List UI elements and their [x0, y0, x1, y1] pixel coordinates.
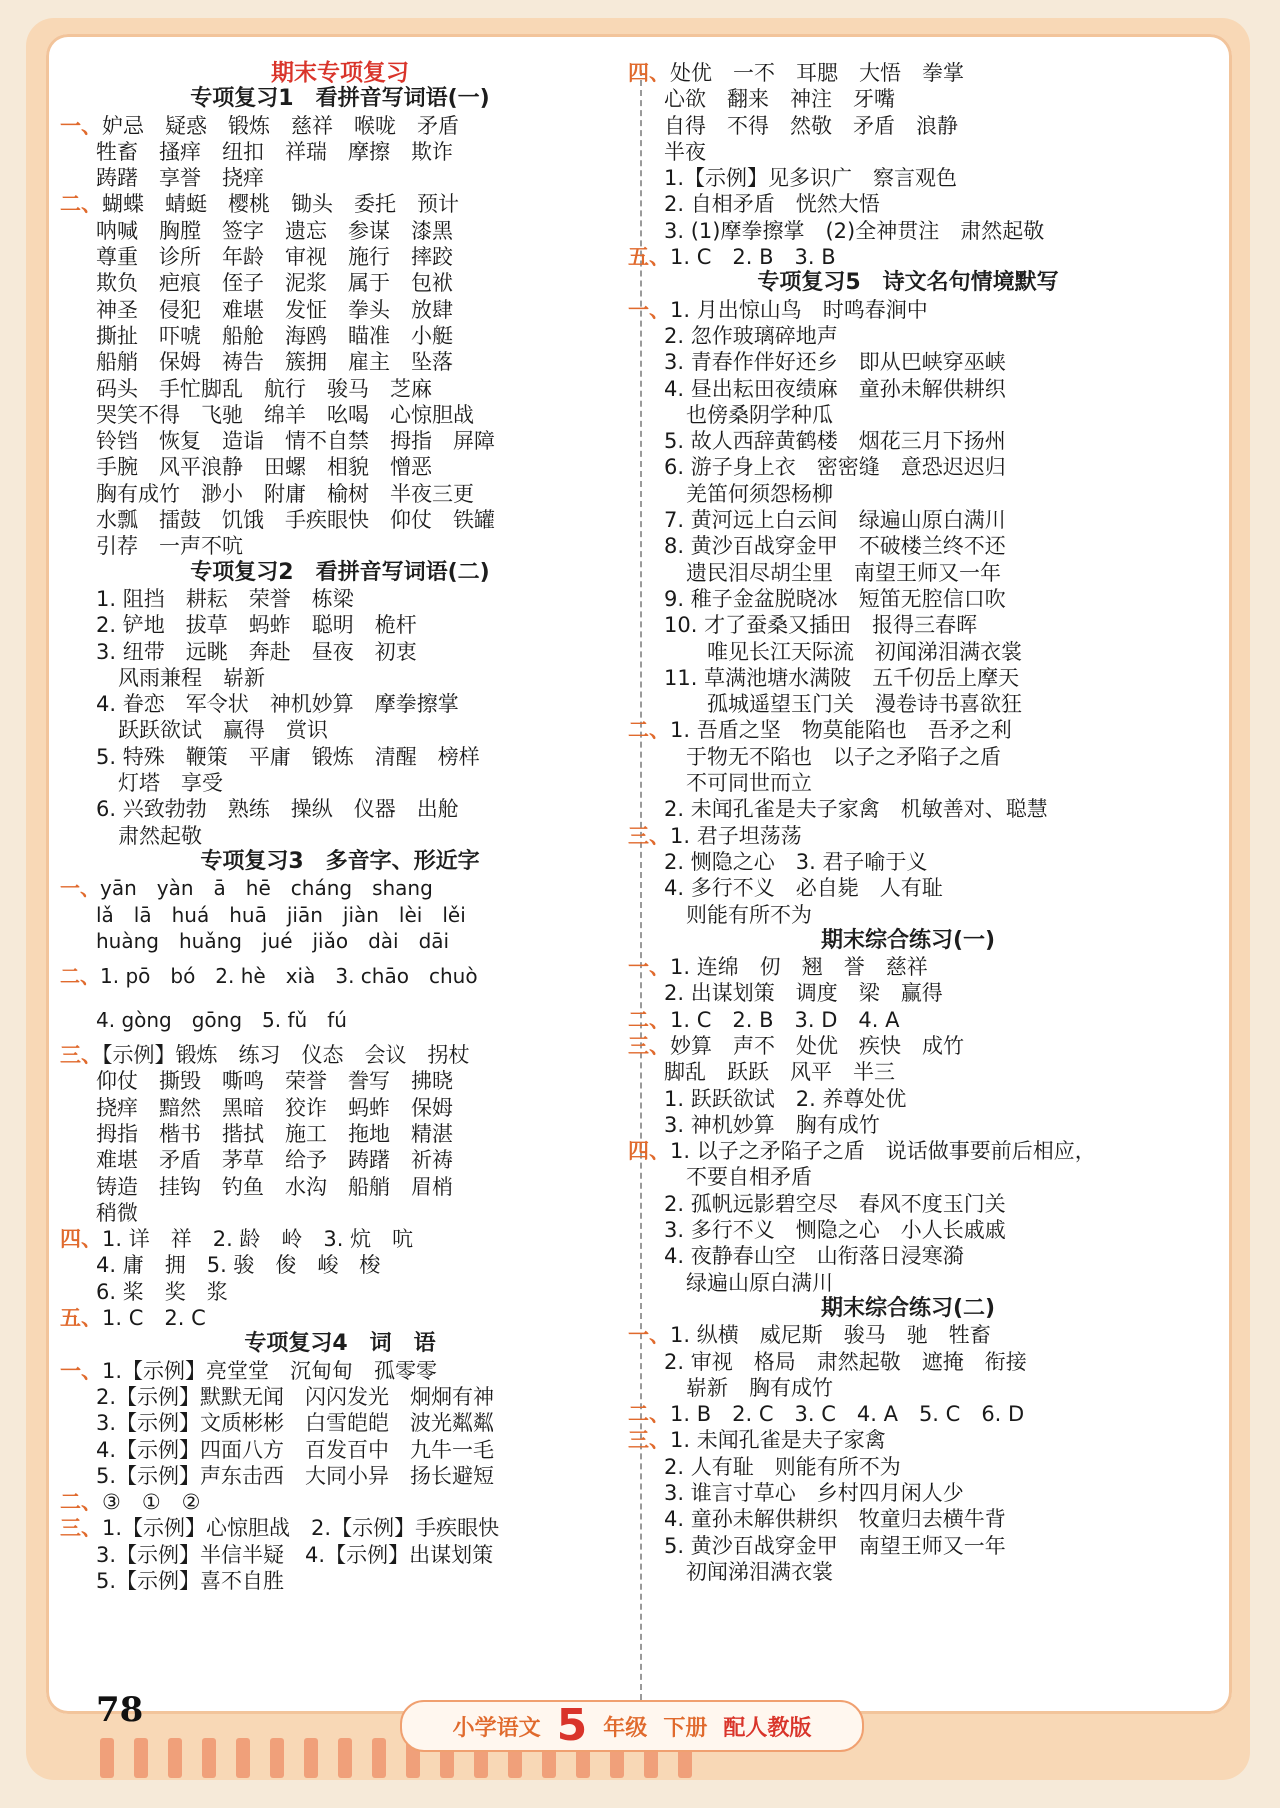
answer-line	[628, 1454, 1188, 1480]
answer-text: 也傍桑阴学种瓜	[686, 402, 833, 427]
answer-text: 1. 详 祥 2. 龄 岭 3. 炕 吭	[102, 1227, 414, 1252]
answer-text: 手腕 风平浪静 田螺 相貌 憎恶	[96, 455, 432, 480]
answer-line	[628, 323, 1188, 349]
answer-text: 2. 忽作玻璃碎地声	[664, 323, 838, 348]
answer-text: 码头 手忙脚乱 航行 骏马 芝麻	[96, 376, 432, 401]
answer-line	[60, 139, 620, 165]
answer-line	[60, 165, 620, 191]
answer-text: 神圣 侵犯 难堪 发怔 拳头 放肆	[96, 297, 453, 322]
answer-text: 羌笛何须怨杨柳	[686, 481, 833, 506]
answer-line	[60, 1542, 620, 1568]
page-number: 78	[96, 1690, 144, 1730]
edition-label: 配人教版	[723, 1715, 812, 1741]
answer-text: 3. 谁言寸草心 乡村四月闲人少	[664, 1481, 964, 1506]
answer-text: 4. 多行不义 必自毙 人有耻	[664, 876, 943, 901]
question-marker: 一、	[60, 113, 102, 138]
question-marker: 二、	[628, 718, 670, 743]
answer-line	[60, 113, 620, 139]
answer-line	[60, 533, 620, 559]
answer-line	[628, 244, 1188, 270]
answer-line	[628, 612, 1188, 638]
answer-line	[60, 744, 620, 770]
answer-text: 7. 黄河远上白云间 绿遍山原白满川	[664, 508, 1006, 533]
practice-1-list	[628, 954, 1188, 1296]
answer-line	[60, 270, 620, 296]
answer-text: 半夜	[664, 139, 706, 164]
answer-line	[60, 1384, 620, 1410]
answer-line	[60, 902, 620, 928]
answer-line	[628, 191, 1188, 217]
answer-line	[628, 1059, 1188, 1085]
question-marker: 三、	[628, 1033, 670, 1058]
decor-bar	[168, 1738, 182, 1778]
question-marker: 四、	[628, 61, 670, 85]
answer-line	[60, 481, 620, 507]
answer-text: 4. 庸 拥 5. 骏 俊 峻 梭	[96, 1253, 381, 1278]
question-marker: 二、	[60, 1490, 102, 1515]
section-title-2: 专项复习2 看拼音写词语(二)	[190, 559, 490, 585]
answer-text: 2. 铲地 拔草 蚂蚱 聪明 桅杆	[96, 613, 417, 638]
answer-line	[60, 297, 620, 323]
answer-text: yān yàn ā hē cháng shang	[100, 876, 433, 901]
left-column	[60, 60, 620, 1778]
answer-line	[60, 612, 620, 638]
answer-text: 1. C 2. B 3. B	[670, 245, 836, 270]
answer-line	[628, 533, 1188, 559]
section-title-4: 专项复习4 词 语	[244, 1331, 436, 1357]
answer-text: 撕扯 吓唬 船舱 海鸥 瞄准 小艇	[96, 323, 453, 348]
answer-line	[60, 1279, 620, 1305]
answer-text: 【示例】锻炼 练习 仪态 会议 拐杖	[102, 1043, 470, 1068]
answer-text: 牲畜 搔痒 纽扣 祥瑞 摩擦 欺诈	[96, 139, 453, 164]
answer-line	[628, 376, 1188, 402]
answer-line	[628, 1138, 1188, 1164]
answer-text: 6. 游子身上衣 密密缝 意恐迟迟归	[664, 455, 1006, 480]
answer-line	[628, 165, 1188, 191]
answer-text: 4. 童孙未解供耕织 牧童归去横牛背	[664, 1507, 1006, 1532]
answer-line	[628, 796, 1188, 822]
answer-line	[628, 770, 1188, 796]
answer-line	[628, 139, 1188, 165]
answer-line	[628, 507, 1188, 533]
answer-line	[628, 402, 1188, 428]
answer-line	[60, 1568, 620, 1594]
answer-text: 2. 未闻孔雀是夫子家禽 机敏善对、聪慧	[664, 797, 1048, 822]
answer-line	[60, 1042, 620, 1068]
answer-text: 欺负 疤痕 侄子 泥浆 属于 包袱	[96, 271, 453, 296]
question-marker: 二、	[60, 192, 102, 217]
question-marker: 二、	[60, 964, 100, 989]
section-2-list	[60, 586, 620, 849]
answer-text: 3.【示例】文质彬彬 白雪皑皑 波光粼粼	[96, 1411, 495, 1436]
answer-line	[628, 60, 1188, 86]
section-title-5: 专项复习5 诗文名句情境默写	[757, 270, 1059, 296]
answer-line	[60, 1463, 620, 1489]
answer-line	[60, 1174, 620, 1200]
answer-text: 4. 眷恋 军令状 神机妙算 摩拳擦掌	[96, 692, 459, 717]
answer-line	[60, 1226, 620, 1252]
answer-line	[628, 481, 1188, 507]
answer-line	[60, 376, 620, 402]
answer-text: 8. 黄沙百战穿金甲 不破楼兰终不还	[664, 534, 1006, 559]
question-marker: 一、	[60, 876, 100, 901]
answer-line	[60, 1489, 620, 1515]
answer-text: 3. 神机妙算 胸有成竹	[664, 1112, 880, 1137]
answer-text: 2. 恻隐之心 3. 君子喻于义	[664, 849, 928, 874]
answer-text: 1. C 2. C	[102, 1306, 206, 1331]
question-marker: 一、	[628, 955, 670, 980]
answer-line	[628, 717, 1188, 743]
answer-text: 心欲 翻来 神注 牙嘴	[664, 87, 895, 112]
answer-line	[628, 1375, 1188, 1401]
answer-line	[60, 1068, 620, 1094]
answer-line	[628, 1164, 1188, 1190]
answer-text: 1. pō bó 2. hè xià 3. chāo chuò	[100, 964, 478, 989]
answer-line	[60, 998, 620, 1042]
answer-line	[628, 849, 1188, 875]
volume-label: 下册	[663, 1715, 708, 1741]
answer-line	[628, 902, 1188, 928]
book-info-badge	[400, 1700, 864, 1752]
answer-text: ③ ① ②	[102, 1490, 201, 1515]
answer-text: 难堪 矛盾 茅草 给予 踌躇 祈祷	[96, 1148, 453, 1173]
answer-text: 铸造 挂钩 钓鱼 水沟 船艄 眉梢	[96, 1174, 453, 1199]
answer-line	[60, 928, 620, 954]
section-3-pinyin-list	[60, 875, 620, 1042]
answer-text: 5.【示例】声东击西 大同小异 扬长避短	[96, 1463, 495, 1488]
answer-text: 不可同世而立	[686, 771, 812, 796]
answer-line	[628, 1349, 1188, 1375]
answer-line	[60, 454, 620, 480]
question-marker: 一、	[628, 297, 670, 322]
answer-text: 崭新 胸有成竹	[686, 1375, 833, 1400]
answer-line	[628, 218, 1188, 244]
answer-line	[60, 191, 620, 217]
answer-text: 踌躇 享誉 挠痒	[96, 166, 264, 191]
decor-bar	[372, 1738, 386, 1778]
answer-line	[60, 1358, 620, 1384]
answer-line	[628, 954, 1188, 980]
answer-text: 5. 黄沙百战穿金甲 南望王师又一年	[664, 1533, 1006, 1558]
answer-text: 呐喊 胸膛 签字 遗忘 参谋 漆黑	[96, 218, 453, 243]
answer-line	[628, 1033, 1188, 1059]
decor-bar	[270, 1738, 284, 1778]
answer-text: 处优 一不 耳腮 大悟 拳掌	[670, 61, 964, 85]
grade-label: 年级	[603, 1715, 648, 1741]
decor-bar	[100, 1738, 114, 1778]
answer-line	[628, 1007, 1188, 1033]
answer-line	[628, 1243, 1188, 1269]
answer-text: 4. gòng gōng 5. fǔ fú	[96, 1008, 347, 1033]
answer-line	[60, 1147, 620, 1173]
answer-line	[628, 1427, 1188, 1453]
answer-text: 尊重 诊所 年龄 审视 施行 摔跤	[96, 245, 453, 270]
answer-text: 1. 君子坦荡荡	[670, 823, 802, 848]
answer-text: 2. 自相矛盾 恍然大悟	[664, 192, 880, 217]
answer-text: 1. 纵横 威尼斯 骏马 驰 牲畜	[670, 1323, 991, 1348]
answer-text: 4.【示例】四面八方 百发百中 九牛一毛	[96, 1437, 495, 1462]
answer-text: 9. 稚子金盆脱晓冰 短笛无腔信口吹	[664, 586, 1006, 611]
answer-text: 5. 特殊 鞭策 平庸 锻炼 清醒 榜样	[96, 744, 480, 769]
section-title-3: 专项复习3 多音字、形近字	[200, 848, 480, 874]
answer-text: 风雨兼程 崭新	[118, 665, 265, 690]
answer-line	[628, 875, 1188, 901]
question-marker: 五、	[60, 1306, 102, 1331]
answer-line	[628, 1270, 1188, 1296]
decor-bar	[236, 1738, 250, 1778]
answer-line	[60, 823, 620, 849]
answer-line	[60, 691, 620, 717]
main-title: 期末专项复习	[271, 60, 409, 86]
section-title-1: 专项复习1 看拼音写词语(一)	[190, 86, 490, 112]
answer-text: 唯见长江天际流 初闻涕泪满衣裳	[686, 639, 1022, 664]
answer-text: 4. 昼出耘田夜绩麻 童孙未解供耕织	[664, 376, 1006, 401]
answer-line	[628, 980, 1188, 1006]
answer-line	[60, 323, 620, 349]
answer-text: 5. 故人西辞黄鹤楼 烟花三月下扬州	[664, 429, 1006, 454]
answer-text: 2. 人有耻 则能有所不为	[664, 1454, 901, 1479]
answer-text: 1. 连绵 仞 翘 誉 慈祥	[670, 955, 928, 980]
question-marker: 五、	[628, 245, 670, 270]
answer-text: 2. 审视 格局 肃然起敬 遮掩 衔接	[664, 1349, 1027, 1374]
question-marker: 四、	[60, 1227, 102, 1252]
answer-line	[60, 1305, 620, 1331]
question-marker: 三、	[60, 1516, 102, 1541]
answer-line	[628, 665, 1188, 691]
answer-line	[60, 796, 620, 822]
answer-text: 3. (1)摩拳擦掌 (2)全神贯注 肃然起敬	[664, 218, 1045, 243]
decor-bar	[338, 1738, 352, 1778]
answer-text: huàng huǎng jué jiǎo dài dāi	[96, 928, 450, 953]
answer-text: 2.【示例】默默无闻 闪闪发光 炯炯有神	[96, 1384, 495, 1409]
answer-line	[60, 586, 620, 612]
practice-1-title: 期末综合练习(一)	[820, 927, 996, 953]
answer-line	[60, 954, 620, 998]
answer-line	[60, 349, 620, 375]
section-1-list	[60, 113, 620, 560]
answer-line	[628, 1322, 1188, 1348]
answer-text: 2. 孤帆远影碧空尽 春风不度玉门关	[664, 1191, 1006, 1216]
answer-line	[628, 744, 1188, 770]
answer-text: lǎ lā huá huā jiān jiàn lèi lěi	[96, 902, 466, 927]
answer-line	[628, 1191, 1188, 1217]
practice-2-title: 期末综合练习(二)	[820, 1295, 996, 1321]
answer-line	[628, 560, 1188, 586]
answer-text: 11. 草满池塘水满陂 五千仞岳上摩天	[664, 665, 1020, 690]
decor-bar	[304, 1738, 318, 1778]
answer-text: 10. 才了蚕桑又插田 报得三春晖	[664, 613, 978, 638]
grade-number: 5	[556, 1700, 588, 1751]
answer-line	[60, 1200, 620, 1226]
answer-line	[628, 1506, 1188, 1532]
answer-line	[628, 297, 1188, 323]
answer-line	[60, 507, 620, 533]
answer-text: 妙算 声不 处优 疾快 成竹	[670, 1033, 964, 1058]
decor-bar	[134, 1738, 148, 1778]
answer-line	[628, 639, 1188, 665]
answer-line	[628, 428, 1188, 454]
practice-2-list	[628, 1322, 1188, 1585]
answer-text: 4. 夜静春山空 山衔落日浸寒漪	[664, 1244, 964, 1269]
answer-text: 1.【示例】见多识广 察言观色	[664, 166, 958, 191]
answer-line	[628, 1480, 1188, 1506]
question-marker: 二、	[628, 1402, 670, 1427]
answer-line	[60, 717, 620, 743]
answer-line	[60, 402, 620, 428]
answer-text: 妒忌 疑惑 锻炼 慈祥 喉咙 矛盾	[102, 113, 459, 138]
answer-text: 2. 出谋划策 调度 梁 赢得	[664, 981, 943, 1006]
question-marker: 三、	[60, 1043, 102, 1068]
answer-text: 绿遍山原白满川	[686, 1270, 833, 1295]
answer-text: 5.【示例】喜不自胜	[96, 1569, 285, 1594]
answer-line	[628, 454, 1188, 480]
right-column	[628, 60, 1188, 1778]
answer-text: 3. 多行不义 恻隐之心 小人长戚戚	[664, 1218, 1006, 1243]
answer-text: 1. 以子之矛陷子之盾 说话做事要前后相应，	[670, 1139, 1096, 1164]
answer-text: 灯塔 享受	[118, 771, 223, 796]
answer-text: 不要自相矛盾	[686, 1165, 812, 1190]
answer-line	[60, 1410, 620, 1436]
answer-line	[628, 1533, 1188, 1559]
answer-line	[628, 1112, 1188, 1138]
answer-line	[60, 218, 620, 244]
answer-line	[628, 349, 1188, 375]
answer-text: 跃跃欲试 赢得 赏识	[118, 718, 328, 743]
answer-line	[628, 1086, 1188, 1112]
answer-line	[60, 875, 620, 901]
answer-text: 6. 兴致勃勃 熟练 操纵 仪器 出舱	[96, 797, 459, 822]
question-marker: 一、	[60, 1358, 102, 1383]
section-4-list	[60, 1358, 620, 1595]
answer-text: 1. 跃跃欲试 2. 养尊处优	[664, 1086, 907, 1111]
section-4-continued-list	[628, 60, 1188, 270]
answer-text: 1. C 2. B 3. D 4. A	[670, 1007, 900, 1032]
section-5-list	[628, 297, 1188, 928]
answer-text: 挠痒 黯然 黑暗 狡诈 蚂蚱 保姆	[96, 1095, 453, 1120]
answer-text: 孤城遥望玉门关 漫卷诗书喜欲狂	[686, 692, 1022, 717]
decor-bar	[202, 1738, 216, 1778]
answer-text: 1.【示例】亮堂堂 沉甸甸 孤零零	[102, 1358, 438, 1383]
answer-text: 3.【示例】半信半疑 4.【示例】出谋划策	[96, 1542, 494, 1567]
answer-line	[60, 770, 620, 796]
answer-text: 1. B 2. C 3. C 4. A 5. C 6. D	[670, 1402, 1025, 1427]
answer-text: 引荐 一声不吭	[96, 534, 243, 559]
question-marker: 二、	[628, 1007, 670, 1032]
answer-text: 遗民泪尽胡尘里 南望王师又一年	[686, 560, 1001, 585]
answer-text: 自得 不得 然敬 矛盾 浪静	[664, 113, 958, 138]
answer-line	[60, 1095, 620, 1121]
answer-text: 3. 纽带 远眺 奔赴 昼夜 初衷	[96, 639, 417, 664]
answer-line	[60, 428, 620, 454]
answer-text: 1. 阻挡 耕耘 荣誉 栋梁	[96, 586, 354, 611]
answer-text: 1. 未闻孔雀是夫子家禽	[670, 1428, 886, 1453]
answer-text: 肃然起敬	[118, 823, 202, 848]
answer-text: 1.【示例】心惊胆战 2.【示例】手疾眼快	[102, 1516, 500, 1541]
answer-line	[60, 1515, 620, 1541]
answer-line	[60, 1121, 620, 1147]
answer-line	[60, 1437, 620, 1463]
section-3-words-list	[60, 1042, 620, 1331]
answer-line	[60, 639, 620, 665]
answer-line	[60, 665, 620, 691]
answer-text: 脚乱 跃跃 风平 半三	[664, 1060, 895, 1085]
answer-line	[628, 1217, 1188, 1243]
answer-line	[628, 1401, 1188, 1427]
answer-text: 稍微	[96, 1200, 138, 1225]
answer-line	[628, 1559, 1188, 1585]
question-marker: 三、	[628, 1428, 670, 1453]
question-marker: 四、	[628, 1139, 670, 1164]
answer-text: 1. 吾盾之坚 物莫能陷也 吾矛之利	[670, 718, 1012, 743]
answer-text: 6. 桨 奖 浆	[96, 1279, 228, 1304]
answer-line	[628, 823, 1188, 849]
answer-line	[628, 691, 1188, 717]
answer-text: 1. 月出惊山鸟 时鸣春涧中	[670, 297, 928, 322]
answer-line	[60, 244, 620, 270]
answer-text: 蝴蝶 蜻蜓 樱桃 锄头 委托 预计	[102, 192, 459, 217]
answer-text: 铃铛 恢复 造诣 情不自禁 拇指 屏障	[96, 429, 495, 454]
subject-label: 小学语文	[452, 1715, 541, 1741]
answer-text: 3. 青春作伴好还乡 即从巴峡穿巫峡	[664, 350, 1006, 375]
answer-text: 船艄 保姆 祷告 簇拥 雇主 坠落	[96, 350, 453, 375]
answer-text: 初闻涕泪满衣裳	[686, 1559, 833, 1584]
answer-text: 拇指 楷书 揩拭 施工 拖地 精湛	[96, 1121, 453, 1146]
answer-text: 则能有所不为	[686, 902, 812, 927]
answer-line	[628, 86, 1188, 112]
question-marker: 一、	[628, 1323, 670, 1348]
answer-text: 水瓢 擂鼓 饥饿 手疾眼快 仰仗 铁罐	[96, 508, 495, 533]
answer-text: 哭笑不得 飞驰 绵羊 吆喝 心惊胆战	[96, 402, 474, 427]
answer-text: 胸有成竹 渺小 附庸 榆树 半夜三更	[96, 481, 474, 506]
answer-line	[60, 1252, 620, 1278]
answer-text: 于物无不陷也 以子之矛陷子之盾	[686, 744, 1001, 769]
answer-line	[628, 113, 1188, 139]
answer-text: 仰仗 撕毁 嘶鸣 荣誉 誊写 拂晓	[96, 1069, 453, 1094]
answer-line	[628, 586, 1188, 612]
question-marker: 三、	[628, 823, 670, 848]
